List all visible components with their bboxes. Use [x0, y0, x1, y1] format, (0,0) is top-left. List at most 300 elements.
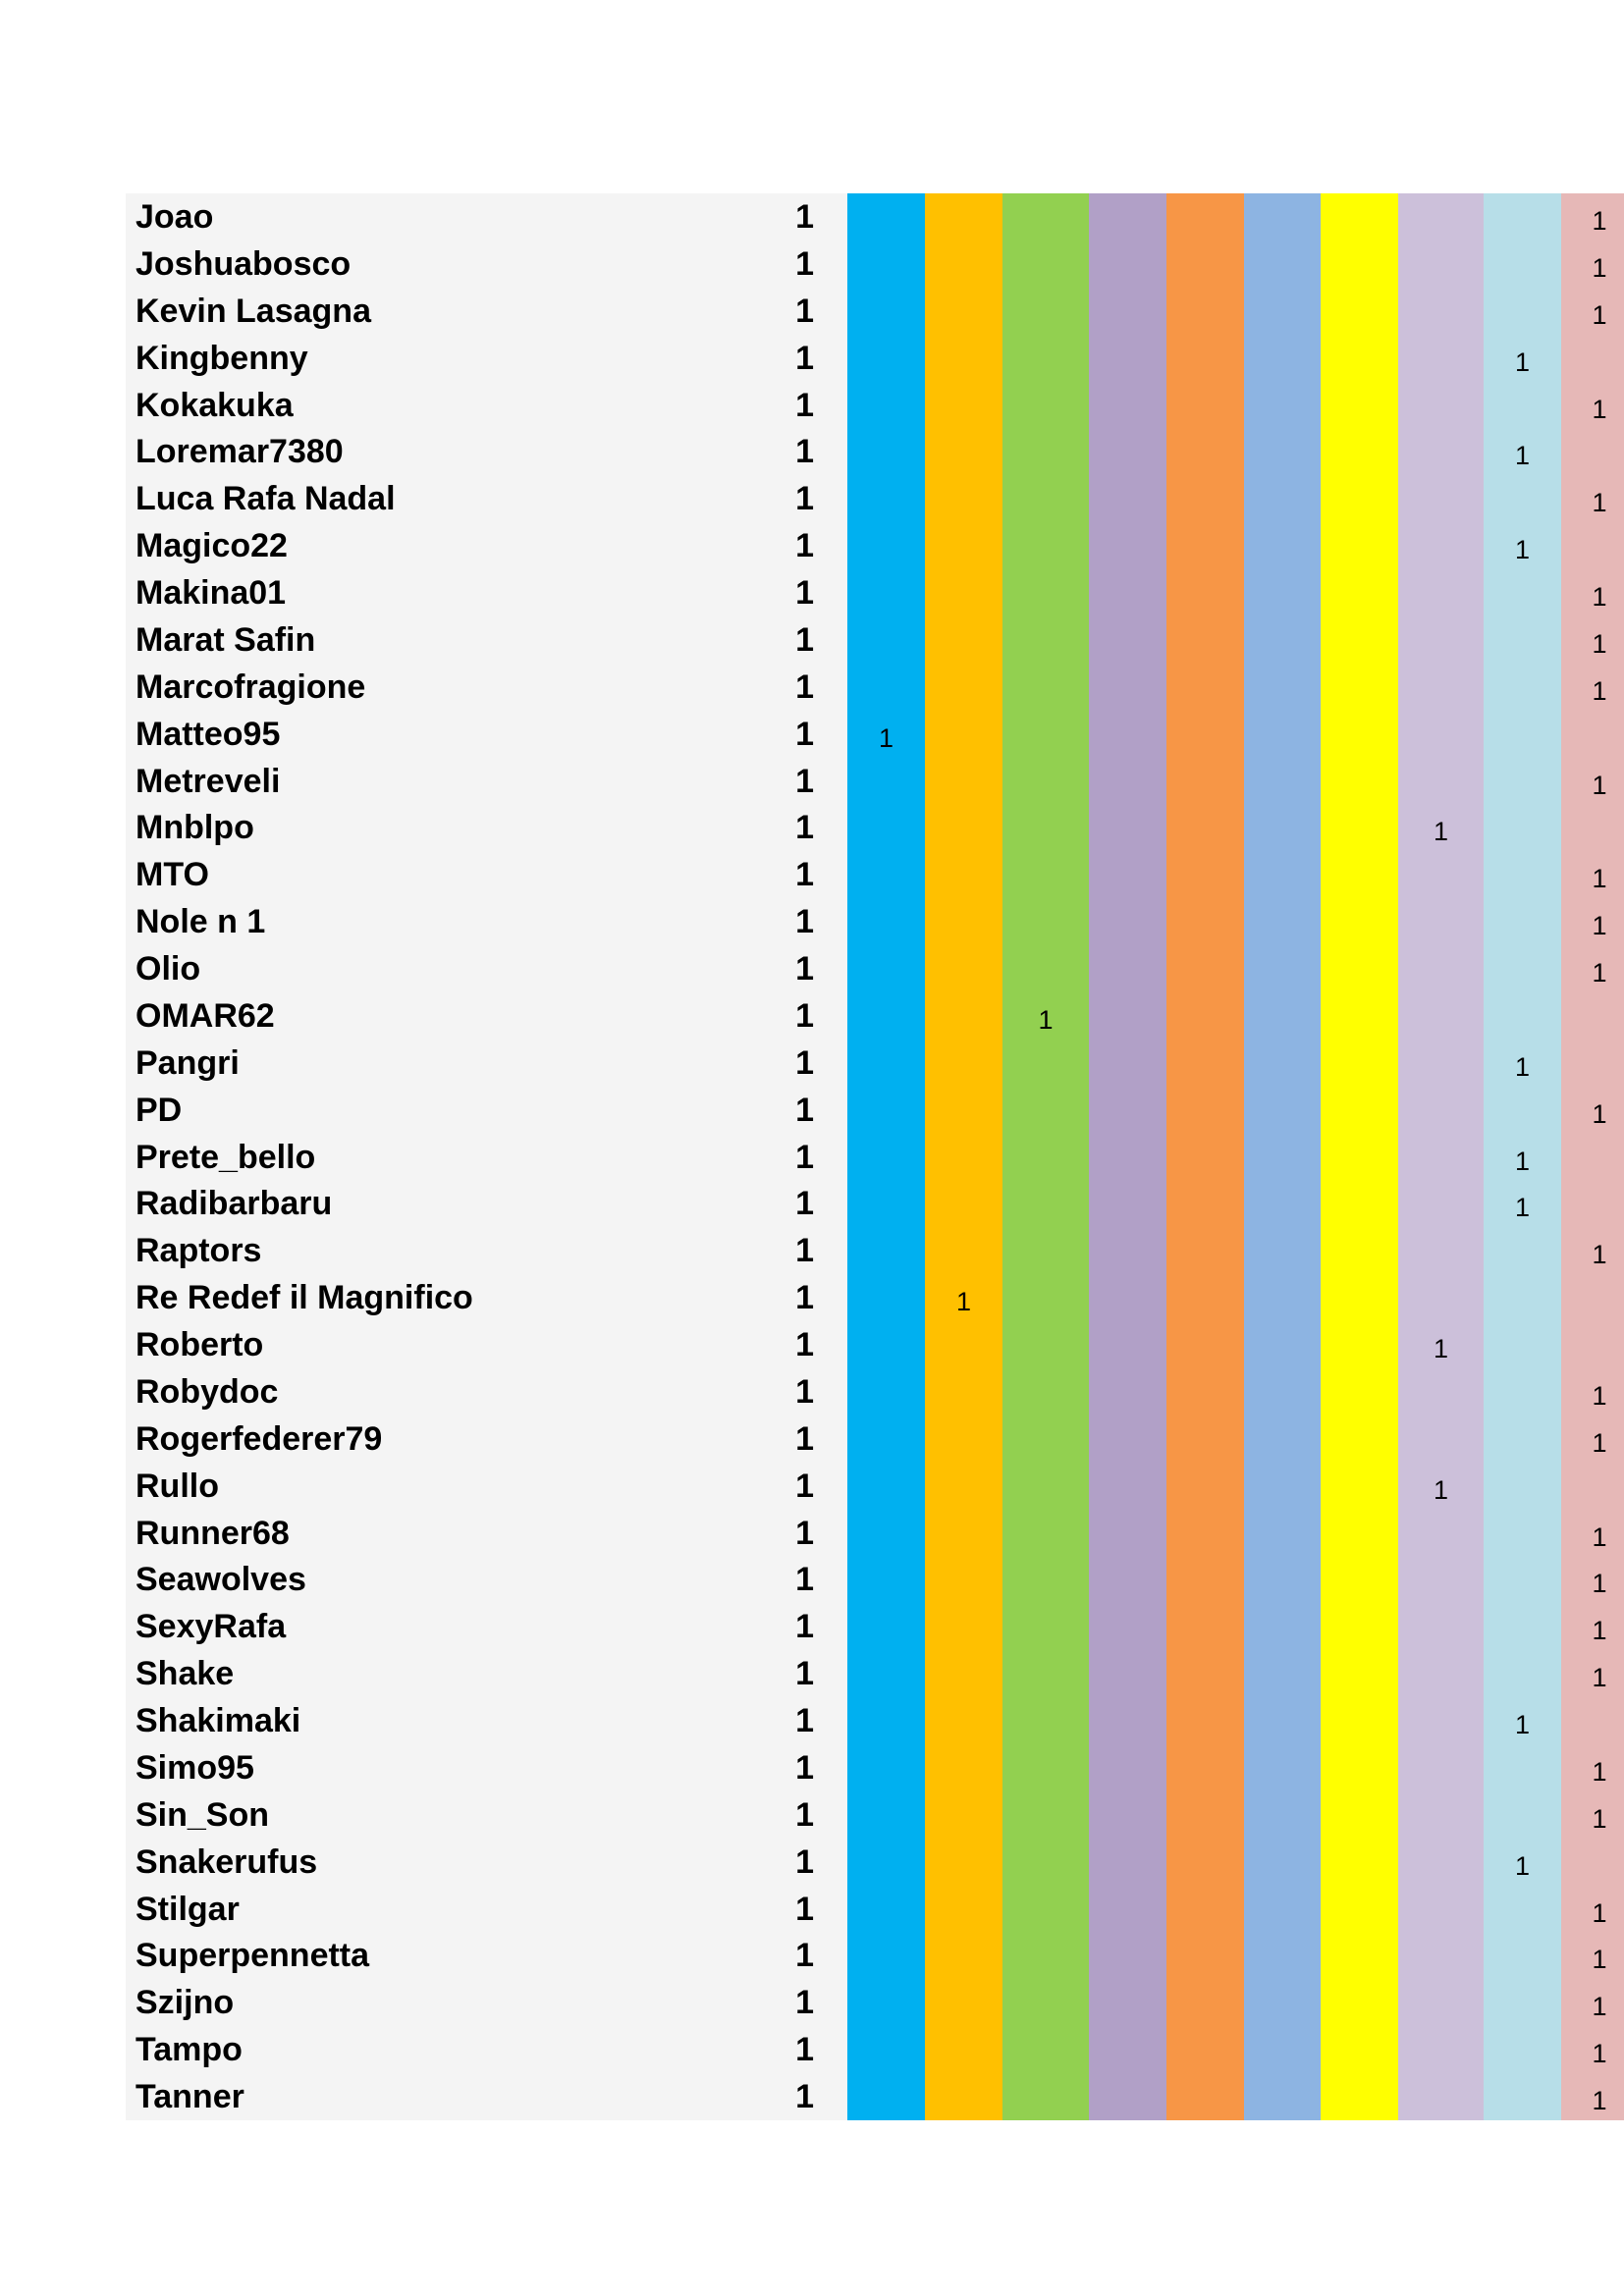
choice-cell-col-5	[1166, 288, 1244, 335]
player-name-cell: Seawolves	[126, 1556, 721, 1603]
choice-cell-col-4	[1089, 616, 1166, 664]
player-name-cell: Shakimaki	[126, 1697, 721, 1744]
choice-cell-col-5	[1166, 1040, 1244, 1087]
choice-cell-col-9: 1	[1484, 428, 1561, 475]
choice-cell-col-7	[1321, 945, 1398, 992]
choice-cell-col-4	[1089, 288, 1166, 335]
choice-cell-col-4	[1089, 335, 1166, 382]
choice-cell-col-3	[1002, 2073, 1089, 2120]
choice-cell-col-7	[1321, 758, 1398, 805]
choice-cell-col-1	[847, 1463, 925, 1510]
choice-cell-col-6	[1244, 1979, 1321, 2026]
choice-cell-col-5	[1166, 1368, 1244, 1415]
choice-cell-col-4	[1089, 1134, 1166, 1181]
player-total-cell: 1	[721, 992, 847, 1040]
choice-cell-col-6	[1244, 804, 1321, 851]
choice-cell-col-1	[847, 1839, 925, 1886]
choice-cell-col-4	[1089, 569, 1166, 616]
choice-cell-col-2	[925, 1321, 1002, 1368]
player-total-cell: 1	[721, 569, 847, 616]
choice-cell-col-10: 1	[1561, 1744, 1624, 1791]
player-name-cell: Simo95	[126, 1744, 721, 1791]
choice-cell-col-10: 1	[1561, 240, 1624, 288]
choice-cell-col-5	[1166, 193, 1244, 240]
choice-cell-col-4	[1089, 945, 1166, 992]
choice-cell-col-6	[1244, 1886, 1321, 1933]
choice-cell-col-9	[1484, 616, 1561, 664]
choice-cell-col-10: 1	[1561, 664, 1624, 711]
choice-cell-col-10: 1	[1561, 1932, 1624, 1979]
choice-cell-col-6	[1244, 1321, 1321, 1368]
choice-cell-col-8	[1398, 945, 1484, 992]
choice-cell-col-8	[1398, 335, 1484, 382]
choice-cell-col-1	[847, 1321, 925, 1368]
player-total-cell: 1	[721, 758, 847, 805]
choice-cell-col-3	[1002, 945, 1089, 992]
choice-cell-col-4	[1089, 1791, 1166, 1839]
choice-cell-col-6	[1244, 1791, 1321, 1839]
choice-cell-col-10: 1	[1561, 1556, 1624, 1603]
choice-cell-col-4	[1089, 1979, 1166, 2026]
choice-cell-col-10: 1	[1561, 288, 1624, 335]
choice-cell-col-5	[1166, 1321, 1244, 1368]
player-total-cell: 1	[721, 664, 847, 711]
choice-cell-col-1	[847, 1886, 925, 1933]
choice-cell-col-6	[1244, 616, 1321, 664]
player-name-cell: Prete_bello	[126, 1134, 721, 1181]
choice-cell-col-1	[847, 240, 925, 288]
choice-cell-col-9	[1484, 1744, 1561, 1791]
choice-cell-col-4	[1089, 193, 1166, 240]
choice-cell-col-1	[847, 2073, 925, 2120]
choice-cell-col-8	[1398, 898, 1484, 945]
choice-cell-col-3	[1002, 1368, 1089, 1415]
choice-cell-col-4	[1089, 851, 1166, 898]
choice-cell-col-3	[1002, 1321, 1089, 1368]
choice-cell-col-1	[847, 288, 925, 335]
choice-cell-col-2	[925, 1603, 1002, 1650]
choice-cell-col-5	[1166, 1180, 1244, 1227]
choice-cell-col-4	[1089, 1556, 1166, 1603]
player-total-cell: 1	[721, 898, 847, 945]
choice-cell-col-10	[1561, 1839, 1624, 1886]
player-name-cell: SexyRafa	[126, 1603, 721, 1650]
choice-cell-col-6	[1244, 288, 1321, 335]
choice-cell-col-4	[1089, 1839, 1166, 1886]
choice-cell-col-3	[1002, 1932, 1089, 1979]
choice-cell-col-5	[1166, 1886, 1244, 1933]
choice-cell-col-6	[1244, 992, 1321, 1040]
choice-cell-col-7	[1321, 1886, 1398, 1933]
choice-cell-col-9	[1484, 851, 1561, 898]
choice-cell-col-9	[1484, 1603, 1561, 1650]
choice-cell-col-3	[1002, 428, 1089, 475]
player-total-cell: 1	[721, 1839, 847, 1886]
player-name-cell: Superpennetta	[126, 1932, 721, 1979]
player-total-cell: 1	[721, 1603, 847, 1650]
choice-cell-col-1	[847, 664, 925, 711]
player-total-cell: 1	[721, 1979, 847, 2026]
player-name-cell: Robydoc	[126, 1368, 721, 1415]
choice-cell-col-6	[1244, 1556, 1321, 1603]
player-name-cell: Runner68	[126, 1510, 721, 1557]
choice-cell-col-8	[1398, 382, 1484, 429]
choice-cell-col-8	[1398, 1697, 1484, 1744]
choice-cell-col-5	[1166, 1744, 1244, 1791]
choice-cell-col-6	[1244, 1368, 1321, 1415]
choice-cell-col-3	[1002, 569, 1089, 616]
player-name-cell: PD	[126, 1087, 721, 1134]
choice-cell-col-2	[925, 569, 1002, 616]
player-total-cell: 1	[721, 1134, 847, 1181]
choice-cell-col-5	[1166, 945, 1244, 992]
choice-cell-col-6	[1244, 1087, 1321, 1134]
choice-cell-col-7	[1321, 1932, 1398, 1979]
choice-cell-col-1	[847, 1274, 925, 1321]
choice-cell-col-2	[925, 193, 1002, 240]
choice-cell-col-10: 1	[1561, 851, 1624, 898]
choice-cell-col-5	[1166, 1791, 1244, 1839]
player-name-cell: Pangri	[126, 1040, 721, 1087]
choice-cell-col-5	[1166, 1415, 1244, 1463]
choice-cell-col-4	[1089, 898, 1166, 945]
choice-cell-col-3	[1002, 288, 1089, 335]
choice-cell-col-5	[1166, 1134, 1244, 1181]
choice-cell-col-6	[1244, 1274, 1321, 1321]
choice-cell-col-8	[1398, 1368, 1484, 1415]
player-name-cell: Roberto	[126, 1321, 721, 1368]
choice-cell-col-9	[1484, 1463, 1561, 1510]
choice-cell-col-8	[1398, 664, 1484, 711]
choice-cell-col-10: 1	[1561, 475, 1624, 522]
choice-cell-col-10: 1	[1561, 2073, 1624, 2120]
player-total-cell: 1	[721, 1791, 847, 1839]
choice-cell-col-3	[1002, 1415, 1089, 1463]
choice-cell-col-8	[1398, 1087, 1484, 1134]
player-total-cell: 1	[721, 1556, 847, 1603]
score-table	[126, 193, 1607, 2120]
choice-cell-col-5	[1166, 382, 1244, 429]
choice-cell-col-6	[1244, 1744, 1321, 1791]
choice-cell-col-8	[1398, 1932, 1484, 1979]
choice-cell-col-10: 1	[1561, 898, 1624, 945]
choice-cell-col-9: 1	[1484, 1134, 1561, 1181]
choice-cell-col-10	[1561, 711, 1624, 758]
choice-cell-col-7	[1321, 382, 1398, 429]
choice-cell-col-10	[1561, 1274, 1624, 1321]
choice-cell-col-1	[847, 1697, 925, 1744]
choice-cell-col-6	[1244, 851, 1321, 898]
choice-cell-col-2	[925, 1556, 1002, 1603]
choice-cell-col-9	[1484, 193, 1561, 240]
choice-cell-col-10	[1561, 1697, 1624, 1744]
player-name-cell: Tanner	[126, 2073, 721, 2120]
choice-cell-col-6	[1244, 522, 1321, 569]
choice-cell-col-2	[925, 1932, 1002, 1979]
choice-cell-col-9: 1	[1484, 1697, 1561, 1744]
choice-cell-col-3	[1002, 1040, 1089, 1087]
choice-cell-col-4	[1089, 2073, 1166, 2120]
player-total-cell: 1	[721, 1368, 847, 1415]
choice-cell-col-5	[1166, 1274, 1244, 1321]
choice-cell-col-2	[925, 1415, 1002, 1463]
choice-cell-col-10: 1	[1561, 1603, 1624, 1650]
player-name-cell: Re Redef il Magnifico	[126, 1274, 721, 1321]
choice-cell-col-4	[1089, 1415, 1166, 1463]
choice-cell-col-7	[1321, 1603, 1398, 1650]
player-name-cell: Stilgar	[126, 1886, 721, 1933]
choice-cell-col-7	[1321, 1368, 1398, 1415]
choice-cell-col-8	[1398, 1134, 1484, 1181]
choice-cell-col-1	[847, 1134, 925, 1181]
choice-cell-col-7	[1321, 1839, 1398, 1886]
choice-cell-col-1	[847, 1744, 925, 1791]
choice-cell-col-2	[925, 898, 1002, 945]
choice-cell-col-10	[1561, 1134, 1624, 1181]
choice-cell-col-6	[1244, 335, 1321, 382]
choice-cell-col-3	[1002, 1791, 1089, 1839]
choice-cell-col-10	[1561, 522, 1624, 569]
choice-cell-col-6	[1244, 2026, 1321, 2073]
choice-cell-col-10	[1561, 1463, 1624, 1510]
player-total-cell: 1	[721, 428, 847, 475]
choice-cell-col-6	[1244, 1415, 1321, 1463]
choice-cell-col-1	[847, 335, 925, 382]
choice-cell-col-7	[1321, 992, 1398, 1040]
player-total-cell: 1	[721, 1415, 847, 1463]
choice-cell-col-9	[1484, 1791, 1561, 1839]
choice-cell-col-4	[1089, 1886, 1166, 1933]
choice-cell-col-8	[1398, 2073, 1484, 2120]
choice-cell-col-8	[1398, 522, 1484, 569]
choice-cell-col-10: 1	[1561, 1087, 1624, 1134]
choice-cell-col-9	[1484, 382, 1561, 429]
choice-cell-col-8	[1398, 992, 1484, 1040]
choice-cell-col-9: 1	[1484, 522, 1561, 569]
choice-cell-col-5	[1166, 1932, 1244, 1979]
choice-cell-col-7	[1321, 851, 1398, 898]
choice-cell-col-7	[1321, 1321, 1398, 1368]
player-name-cell: Olio	[126, 945, 721, 992]
choice-cell-col-10: 1	[1561, 1886, 1624, 1933]
choice-cell-col-10: 1	[1561, 569, 1624, 616]
choice-cell-col-2	[925, 1510, 1002, 1557]
choice-cell-col-4	[1089, 992, 1166, 1040]
choice-cell-col-2	[925, 335, 1002, 382]
choice-cell-col-9: 1	[1484, 1180, 1561, 1227]
choice-cell-col-5	[1166, 522, 1244, 569]
choice-cell-col-2	[925, 1839, 1002, 1886]
choice-cell-col-2	[925, 1697, 1002, 1744]
choice-cell-col-2	[925, 288, 1002, 335]
choice-cell-col-6	[1244, 475, 1321, 522]
choice-cell-col-2	[925, 382, 1002, 429]
choice-cell-col-7	[1321, 1791, 1398, 1839]
choice-cell-col-5	[1166, 992, 1244, 1040]
choice-cell-col-7	[1321, 1180, 1398, 1227]
choice-cell-col-2	[925, 664, 1002, 711]
player-name-cell: MTO	[126, 851, 721, 898]
choice-cell-col-2	[925, 616, 1002, 664]
choice-cell-col-9	[1484, 711, 1561, 758]
choice-cell-col-7	[1321, 2026, 1398, 2073]
player-name-cell: Mnblpo	[126, 804, 721, 851]
choice-cell-col-8	[1398, 616, 1484, 664]
choice-cell-col-4	[1089, 1744, 1166, 1791]
choice-cell-col-9: 1	[1484, 1040, 1561, 1087]
choice-cell-col-2	[925, 804, 1002, 851]
choice-cell-col-8: 1	[1398, 1321, 1484, 1368]
player-name-cell: Tampo	[126, 2026, 721, 2073]
choice-cell-col-9	[1484, 1415, 1561, 1463]
choice-cell-col-9	[1484, 240, 1561, 288]
choice-cell-col-8	[1398, 1227, 1484, 1274]
choice-cell-col-8	[1398, 1839, 1484, 1886]
choice-cell-col-3	[1002, 240, 1089, 288]
choice-cell-col-2	[925, 2073, 1002, 2120]
choice-cell-col-2	[925, 2026, 1002, 2073]
choice-cell-col-2	[925, 758, 1002, 805]
player-total-cell: 1	[721, 851, 847, 898]
choice-cell-col-6	[1244, 1227, 1321, 1274]
choice-cell-col-10: 1	[1561, 2026, 1624, 2073]
choice-cell-col-1	[847, 1603, 925, 1650]
choice-cell-col-5	[1166, 804, 1244, 851]
choice-cell-col-6	[1244, 1040, 1321, 1087]
choice-cell-col-4	[1089, 1274, 1166, 1321]
choice-cell-col-3	[1002, 2026, 1089, 2073]
choice-cell-col-7	[1321, 428, 1398, 475]
choice-cell-col-8	[1398, 1556, 1484, 1603]
choice-cell-col-2	[925, 1886, 1002, 1933]
choice-cell-col-5	[1166, 240, 1244, 288]
choice-cell-col-1	[847, 1979, 925, 2026]
player-name-cell: Kokakuka	[126, 382, 721, 429]
player-total-cell: 1	[721, 522, 847, 569]
choice-cell-col-7	[1321, 1274, 1398, 1321]
choice-cell-col-10	[1561, 804, 1624, 851]
choice-cell-col-2	[925, 992, 1002, 1040]
player-name-cell: Makina01	[126, 569, 721, 616]
choice-cell-col-1	[847, 898, 925, 945]
player-total-cell: 1	[721, 1932, 847, 1979]
choice-cell-col-5	[1166, 2026, 1244, 2073]
choice-cell-col-8	[1398, 1180, 1484, 1227]
player-name-cell: Metreveli	[126, 758, 721, 805]
choice-cell-col-4	[1089, 711, 1166, 758]
player-total-cell: 1	[721, 1886, 847, 1933]
choice-cell-col-9	[1484, 898, 1561, 945]
choice-cell-col-3	[1002, 616, 1089, 664]
choice-cell-col-4	[1089, 240, 1166, 288]
choice-cell-col-2	[925, 240, 1002, 288]
choice-cell-col-2: 1	[925, 1274, 1002, 1321]
choice-cell-col-4	[1089, 758, 1166, 805]
choice-cell-col-3	[1002, 1603, 1089, 1650]
choice-cell-col-10: 1	[1561, 616, 1624, 664]
choice-cell-col-8	[1398, 1510, 1484, 1557]
choice-cell-col-1	[847, 2026, 925, 2073]
choice-cell-col-10	[1561, 1040, 1624, 1087]
player-name-cell: Rogerfederer79	[126, 1415, 721, 1463]
choice-cell-col-9	[1484, 1321, 1561, 1368]
choice-cell-col-6	[1244, 1134, 1321, 1181]
choice-cell-col-3	[1002, 851, 1089, 898]
choice-cell-col-9	[1484, 1510, 1561, 1557]
choice-cell-col-3	[1002, 1979, 1089, 2026]
choice-cell-col-4	[1089, 1650, 1166, 1697]
choice-cell-col-10: 1	[1561, 1979, 1624, 2026]
choice-cell-col-10: 1	[1561, 1227, 1624, 1274]
player-name-cell: Marat Safin	[126, 616, 721, 664]
player-name-cell: Radibarbaru	[126, 1180, 721, 1227]
choice-cell-col-3	[1002, 898, 1089, 945]
choice-cell-col-5	[1166, 1603, 1244, 1650]
player-total-cell: 1	[721, 1087, 847, 1134]
choice-cell-col-7	[1321, 335, 1398, 382]
choice-cell-col-3	[1002, 475, 1089, 522]
choice-cell-col-8	[1398, 2026, 1484, 2073]
player-name-cell: Kevin Lasagna	[126, 288, 721, 335]
player-name-cell: Szijno	[126, 1979, 721, 2026]
choice-cell-col-7	[1321, 1415, 1398, 1463]
choice-cell-col-10: 1	[1561, 1791, 1624, 1839]
choice-cell-col-7	[1321, 288, 1398, 335]
choice-cell-col-1	[847, 522, 925, 569]
choice-cell-col-2	[925, 1979, 1002, 2026]
choice-cell-col-2	[925, 1791, 1002, 1839]
choice-cell-col-2	[925, 522, 1002, 569]
choice-cell-col-7	[1321, 569, 1398, 616]
choice-cell-col-9	[1484, 2026, 1561, 2073]
choice-cell-col-1	[847, 1180, 925, 1227]
choice-cell-col-6	[1244, 945, 1321, 992]
player-total-cell: 1	[721, 945, 847, 992]
choice-cell-col-6	[1244, 1180, 1321, 1227]
choice-cell-col-3	[1002, 522, 1089, 569]
choice-cell-col-3	[1002, 1134, 1089, 1181]
choice-cell-col-6	[1244, 1510, 1321, 1557]
choice-cell-col-7	[1321, 804, 1398, 851]
choice-cell-col-4	[1089, 1932, 1166, 1979]
player-name-cell: Sin_Son	[126, 1791, 721, 1839]
choice-cell-col-5	[1166, 2073, 1244, 2120]
choice-cell-col-8	[1398, 569, 1484, 616]
choice-cell-col-10: 1	[1561, 193, 1624, 240]
choice-cell-col-10: 1	[1561, 1415, 1624, 1463]
player-total-cell: 1	[721, 711, 847, 758]
choice-cell-col-2	[925, 1087, 1002, 1134]
player-name-cell: Kingbenny	[126, 335, 721, 382]
choice-cell-col-1	[847, 851, 925, 898]
choice-cell-col-3	[1002, 664, 1089, 711]
player-name-cell: Loremar7380	[126, 428, 721, 475]
choice-cell-col-1: 1	[847, 711, 925, 758]
choice-cell-col-8: 1	[1398, 1463, 1484, 1510]
choice-cell-col-7	[1321, 1979, 1398, 2026]
choice-cell-col-4	[1089, 522, 1166, 569]
choice-cell-col-3	[1002, 1087, 1089, 1134]
player-total-cell: 1	[721, 240, 847, 288]
choice-cell-col-6	[1244, 1932, 1321, 1979]
choice-cell-col-4	[1089, 428, 1166, 475]
choice-cell-col-2	[925, 1368, 1002, 1415]
player-name-cell: Raptors	[126, 1227, 721, 1274]
choice-cell-col-7	[1321, 898, 1398, 945]
choice-cell-col-5	[1166, 758, 1244, 805]
choice-cell-col-4	[1089, 804, 1166, 851]
choice-cell-col-8	[1398, 1791, 1484, 1839]
